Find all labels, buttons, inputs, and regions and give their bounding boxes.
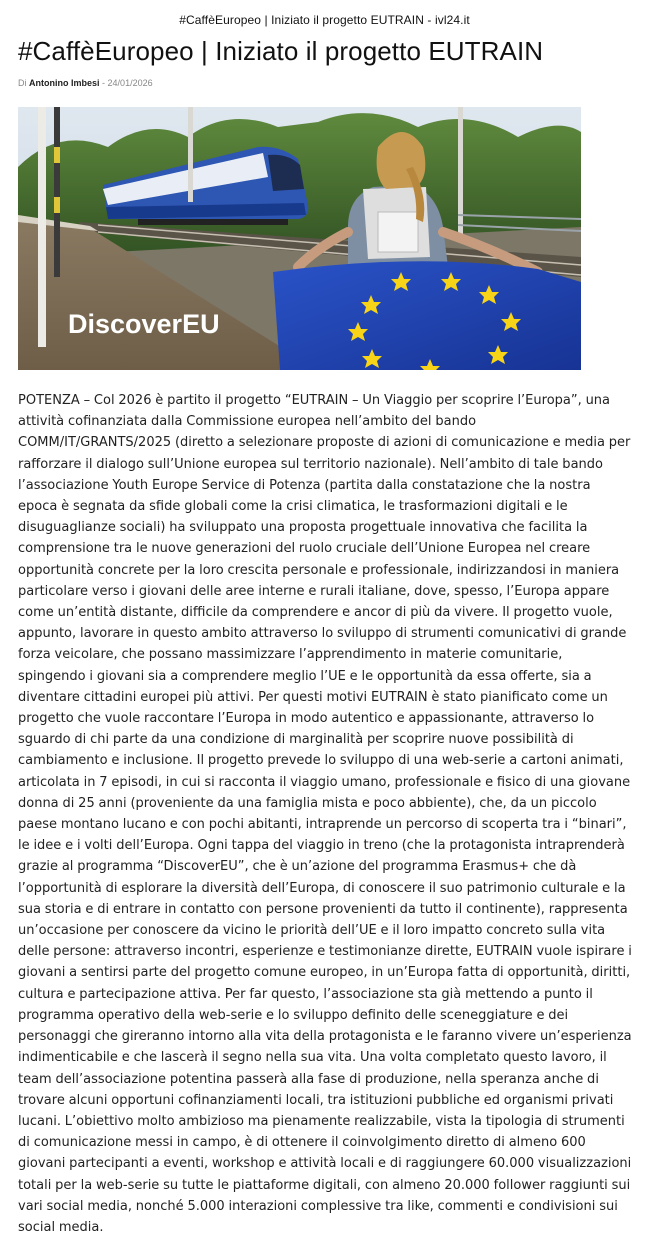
publish-date: 24/01/2026 xyxy=(107,78,153,88)
author-link[interactable]: Antonino Imbesi xyxy=(29,78,100,88)
byline-prefix: Di xyxy=(18,78,27,88)
hero-overlay-text: DiscoverEU xyxy=(68,309,220,339)
eu-flag xyxy=(273,261,581,370)
article-hero-image xyxy=(18,107,581,370)
article-headline: #CaffèEuropeo | Iniziato il progetto EUTRAIN xyxy=(18,36,544,66)
hero-illustration xyxy=(18,107,581,370)
article-body: POTENZA – Col 2026 è partito il progetto “EUTRAIN – Un Viaggio per scoprire l’Europa”, una attività cofinanziata dalla Commissione europea nell’ambito del bando COMM/IT/GRANTS/2025 (diretto a selezionare proposte di azioni di comunicazione e media per rafforzare il dialogo sull’Unione europea sul territorio nazionale). Nell’ambito di tale bando l’associazione Youth Europe Service di Potenza (partita dalla constatazione che la nostra epoca è segnata da sfide globali come la crisi climatica, le trasformazioni digitali e le disuguaglianze sociali) ha sviluppato una proposta progettuale innovativa che facilita la comprensione tra le nuove generazioni del ruolo cruciale dell’Unione Europea nel creare opportunità concrete per la loro crescita personale e professionale, indirizzandosi in maniera particolare verso i giovani delle aree interne e rurali italiane, dove, spesso, l’Europa appare come un’entità distante, difficile da comprendere e ancor di più da vivere. Il progetto vuole, appunto, lavorare in questo ambito attraverso lo sviluppo di strumenti comunicativi di grande forza veicolare, che possano massimizzare l’apprendimento in materie comunitarie, spingendo i giovani sia a comprendere meglio l’UE e le opportunità da essa offerte, sia a diventare cittadini europei più attivi. Per questi motivi EUTRAIN è stato pianificato come un progetto che vuole raccontare l’Europa in modo autentico e appassionante, attraverso lo sguardo di chi parte da una condizione di marginalità per scoprire nuove possibilità di cambiamento e inclusione. Il progetto prevede lo sviluppo di una web-serie a cartoni animati, articolata in 7 episodi, in cui si racconta il viaggio umano, professionale e fisico di una giovane donna di 25 anni (proveniente da una famiglia mista e poco abbiente), che, da un piccolo paese montano lucano e con pochi abitanti, intraprende un percorso di scoperta tra i “binari”, le idee e i volti dell’Europa. Ogni tappa del viaggio in treno (che la protagonista intraprenderà grazie al programma “DiscoverEU”, che è un’azione del programma Erasmus+ che dà l’opportunità di esplorare la diversità dell’Europa, di conoscere il suo patrimonio culturale e la sua storia e di entrare in contatto con persone provenienti da tutto il continente), rappresenta un’occasione per conoscere da vicino le priorità dell’UE e il loro impatto concreto sulla vita delle persone: attraverso incontri, esperienze e testimonianze dirette, EUTRAIN vuole ispirare i giovani a sentirsi parte del progetto comune europeo, in un’Europa fatta di opportunità, diritti, cultura e partecipazione attiva. Per far questo, l’associazione sta già mettendo a punto il programma operativo della web-serie e lo sviluppo definito delle sceneggiature e dei personaggi che gireranno intorno alla vita della protagonista e le faranno vivere un’esperienza indimenticabile e che lascerà il segno nella sua vita. Una volta completato questo lavoro, il team dell’associazione potentina passerà alla fase di produzione, nella speranza anche di trovare alcuni opportuni cofinanziamenti locali, tra istituzioni pubbliche ed organismi privati lucani. L’obiettivo molto ambizioso ma pienamente realizzabile, vista la tipologia di strumenti di comunicazione messi in campo, è di ottenere il coinvolgimento diretto di almeno 600 giovani partecipanti a eventi, workshop e attività locali e di raggiungere 60.000 visualizzazioni totali per la web-serie su tutte le piattaforme digitali, con almeno 20.000 follower raggiunti sui vari social media, nonché 5.000 interazioni complessive tra like, commenti e condivisioni sui social media. xyxy=(18,393,632,1235)
meta-separator: - xyxy=(102,78,106,88)
article-meta xyxy=(18,78,153,88)
browser-tab-title: #CaffèEuropeo | Iniziato il progetto EUTRAIN - ivl24.it xyxy=(179,13,470,27)
